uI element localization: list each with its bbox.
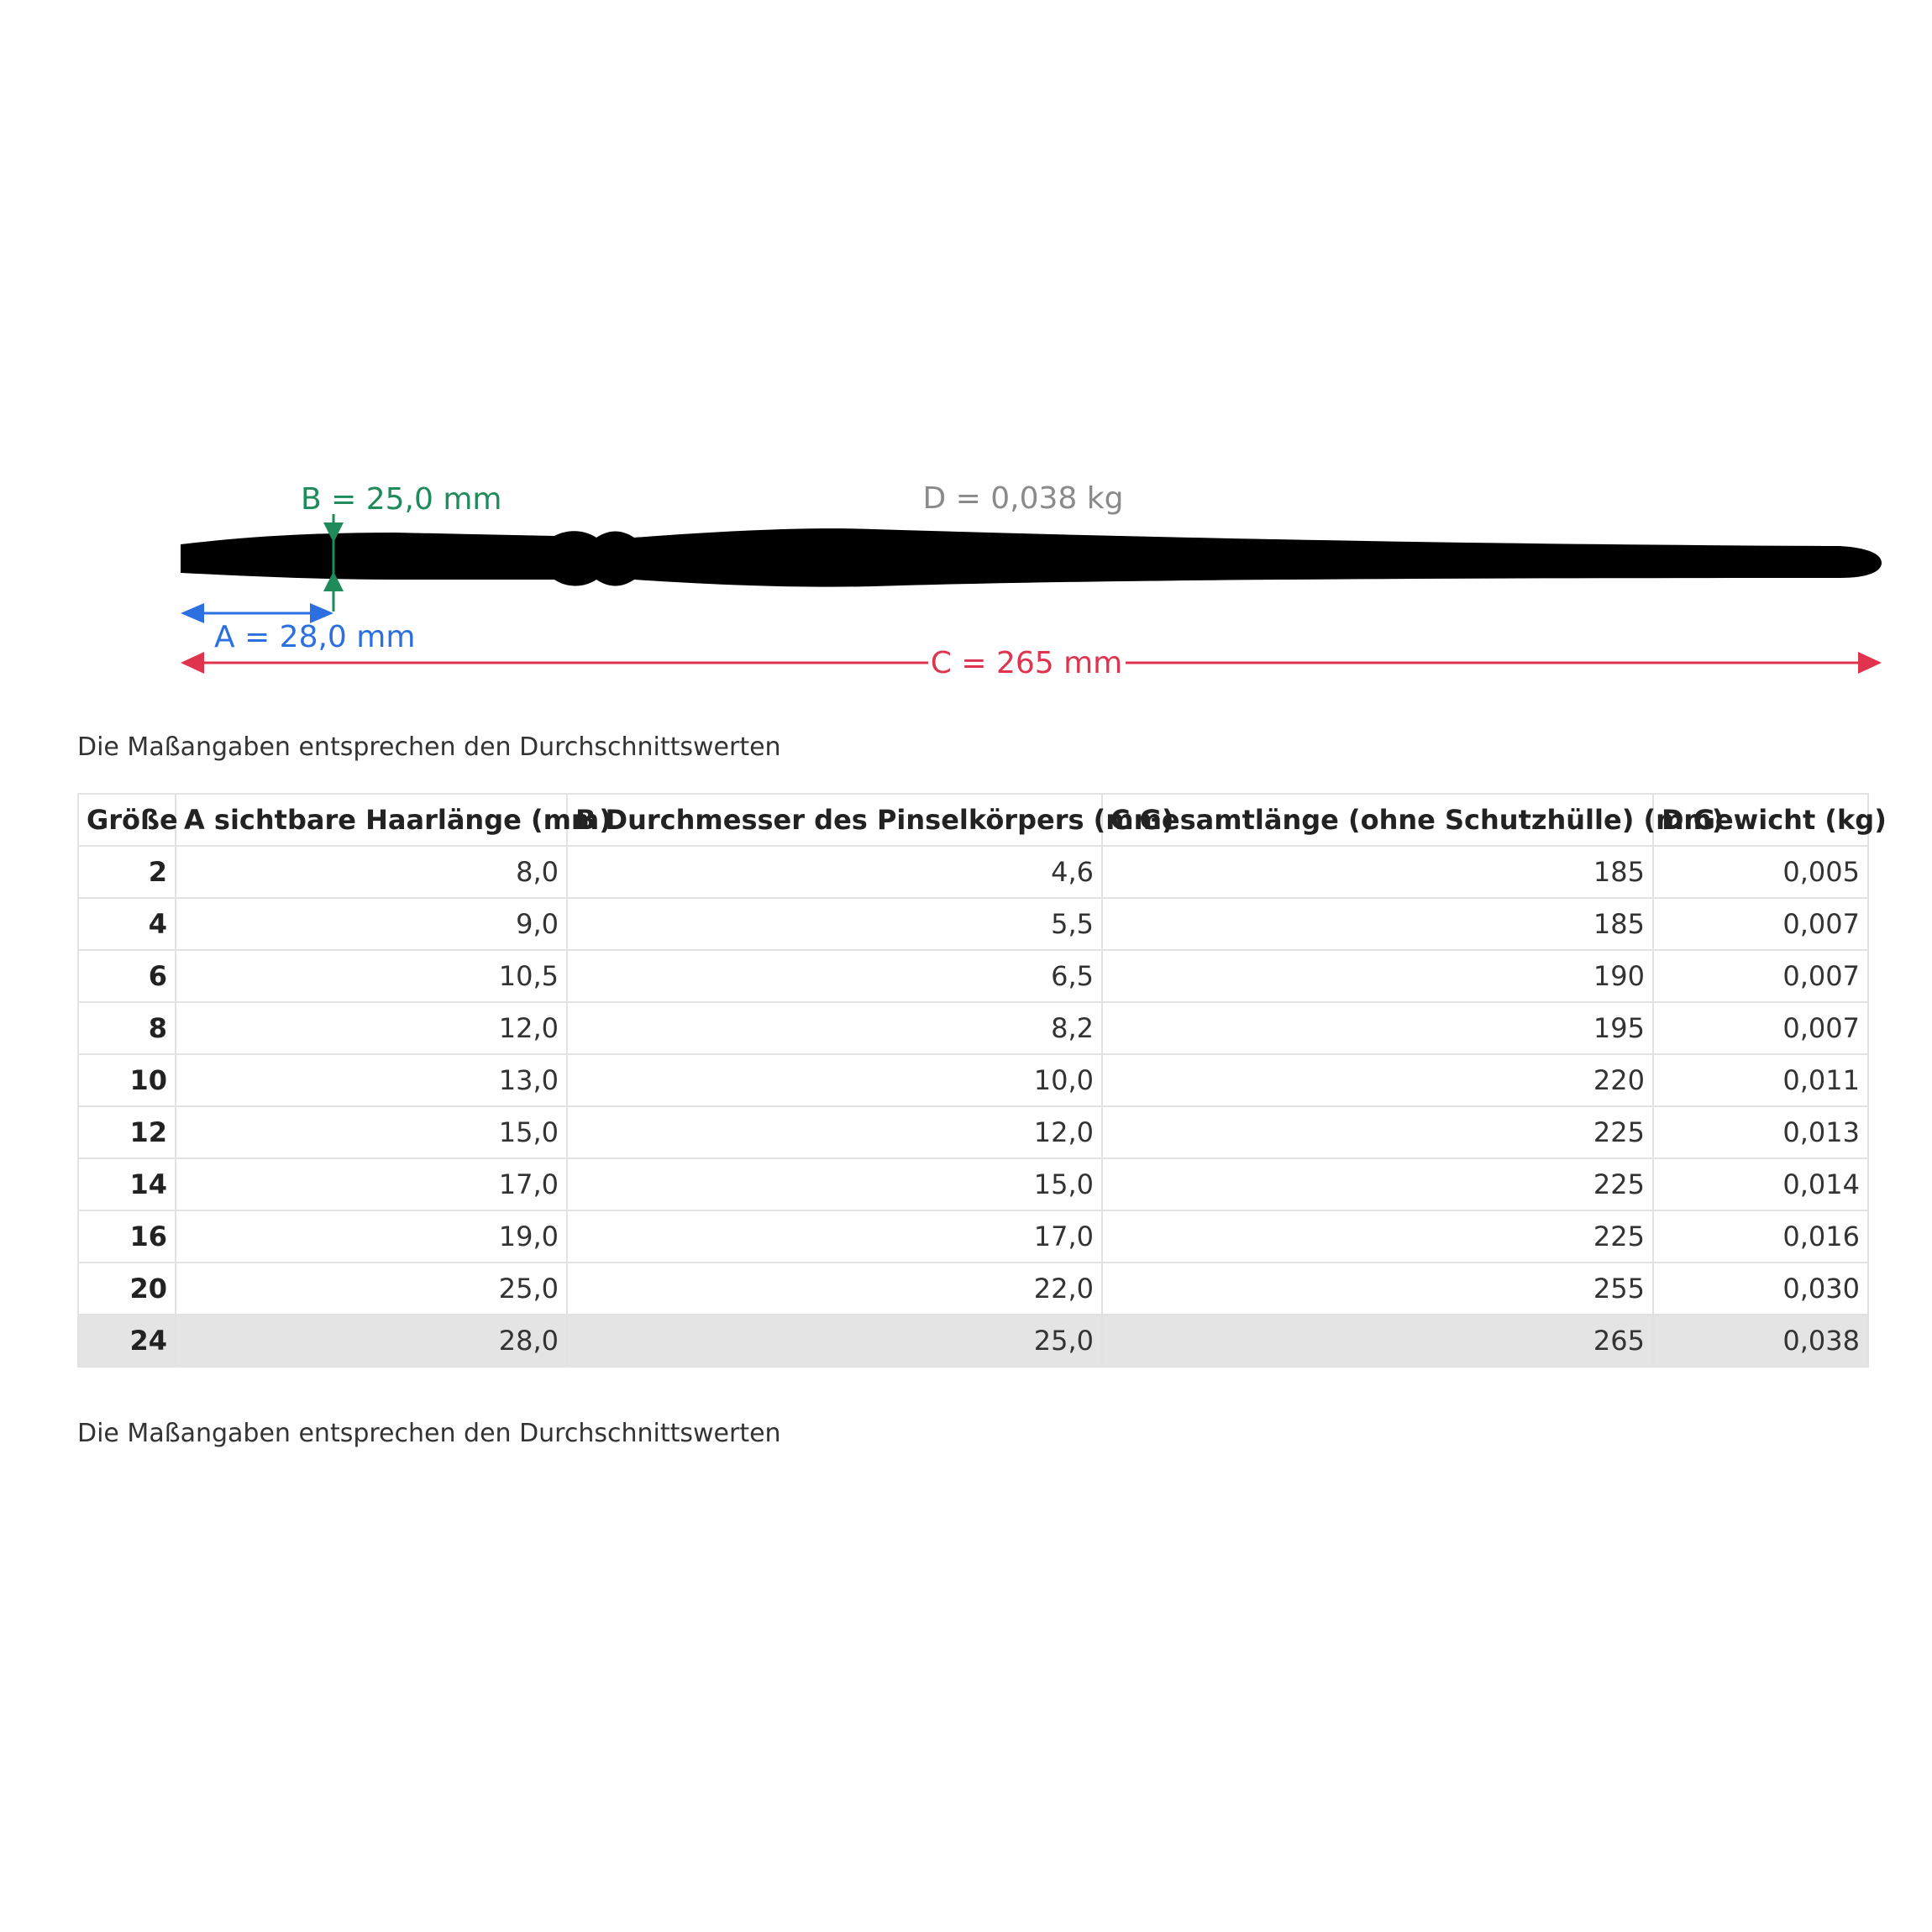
weight-cell: 0,007 [1653,1002,1868,1054]
total-length-cell: 190 [1102,950,1653,1002]
weight-cell: 0,011 [1653,1054,1868,1106]
size-cell: 6 [78,950,176,1002]
table-row [78,950,1868,1002]
weight-cell: 0,014 [1653,1158,1868,1210]
weight-cell: 0,007 [1653,950,1868,1002]
column-header-diameter: B Durchmesser des Pinselkörpers (mm) [567,794,1102,846]
dimension-c-arrow-right [1858,652,1882,674]
total-length-cell: 265 [1102,1315,1653,1367]
diameter-cell: 12,0 [567,1106,1102,1158]
average-values-note: Die Maßangaben entsprechen den Durchschnittswerten [77,732,781,762]
dimension-d-label: D = 0,038 kg [922,481,1124,516]
size-cell: 2 [78,846,176,898]
weight-cell: 0,030 [1653,1263,1868,1315]
weight-cell: 0,038 [1653,1315,1868,1367]
dimension-b-label: B = 25,0 mm [301,482,502,517]
total-length-cell: 220 [1102,1054,1653,1106]
hair-length-cell: 15,0 [176,1106,567,1158]
column-header-size: Größe [78,794,176,846]
hair-length-cell: 13,0 [176,1054,567,1106]
total-length-cell: 225 [1102,1210,1653,1263]
weight-cell: 0,016 [1653,1210,1868,1263]
diameter-cell: 22,0 [567,1263,1102,1315]
dimension-a [181,603,415,654]
total-length-cell: 185 [1102,898,1653,950]
diameter-cell: 25,0 [567,1315,1102,1367]
table-row [78,1263,1868,1315]
table-row [78,1315,1868,1367]
hair-length-cell: 19,0 [176,1210,567,1263]
diameter-cell: 15,0 [567,1158,1102,1210]
hair-length-cell: 8,0 [176,846,567,898]
table-row [78,846,1868,898]
diameter-cell: 6,5 [567,950,1102,1002]
dimension-c-label: C = 265 mm [930,646,1123,680]
table-header [78,794,1887,846]
size-cell: 10 [78,1054,176,1106]
table-body [78,846,1868,1367]
table-row [78,1002,1868,1054]
table-row [78,1106,1868,1158]
diameter-cell: 5,5 [567,898,1102,950]
table-header-row [78,794,1868,846]
dimension-a-label: A = 28,0 mm [214,620,416,654]
total-length-cell: 225 [1102,1158,1653,1210]
size-cell: 16 [78,1210,176,1263]
dimension-c-arrow-left [181,652,204,674]
diameter-cell: 17,0 [567,1210,1102,1263]
table-row [78,898,1868,950]
column-header-weight: D Gewicht (kg) [1653,794,1868,846]
size-table [77,793,1887,1368]
column-header-hair-length: A sichtbare Haarlänge (mm) [176,794,567,846]
weight-cell: 0,013 [1653,1106,1868,1158]
dimension-a-arrow-left [181,603,204,623]
hair-length-cell: 17,0 [176,1158,567,1210]
table-row [78,1210,1868,1263]
brush-dimension-diagram [0,0,1932,739]
hair-length-cell: 12,0 [176,1002,567,1054]
weight-cell: 0,005 [1653,846,1868,898]
hair-length-cell: 10,5 [176,950,567,1002]
diameter-cell: 8,2 [567,1002,1102,1054]
dimension-c [181,646,1882,680]
size-cell: 12 [78,1106,176,1158]
size-cell: 24 [78,1315,176,1367]
total-length-cell: 225 [1102,1106,1653,1158]
table-row [78,1054,1868,1106]
column-header-total-length: C Gesamtlänge (ohne Schutzhülle) (mm) [1102,794,1653,846]
diameter-cell: 4,6 [567,846,1102,898]
average-values-note-bottom: Die Maßangaben entsprechen den Durchschnittswerten [77,1419,781,1448]
total-length-cell: 255 [1102,1263,1653,1315]
hair-length-cell: 28,0 [176,1315,567,1367]
size-cell: 14 [78,1158,176,1210]
brush-silhouette [181,528,1882,586]
size-cell: 4 [78,898,176,950]
hair-length-cell: 25,0 [176,1263,567,1315]
total-length-cell: 195 [1102,1002,1653,1054]
size-cell: 20 [78,1263,176,1315]
weight-cell: 0,007 [1653,898,1868,950]
diameter-cell: 10,0 [567,1054,1102,1106]
hair-length-cell: 9,0 [176,898,567,950]
size-cell: 8 [78,1002,176,1054]
table-row [78,1158,1868,1210]
total-length-cell: 185 [1102,846,1653,898]
